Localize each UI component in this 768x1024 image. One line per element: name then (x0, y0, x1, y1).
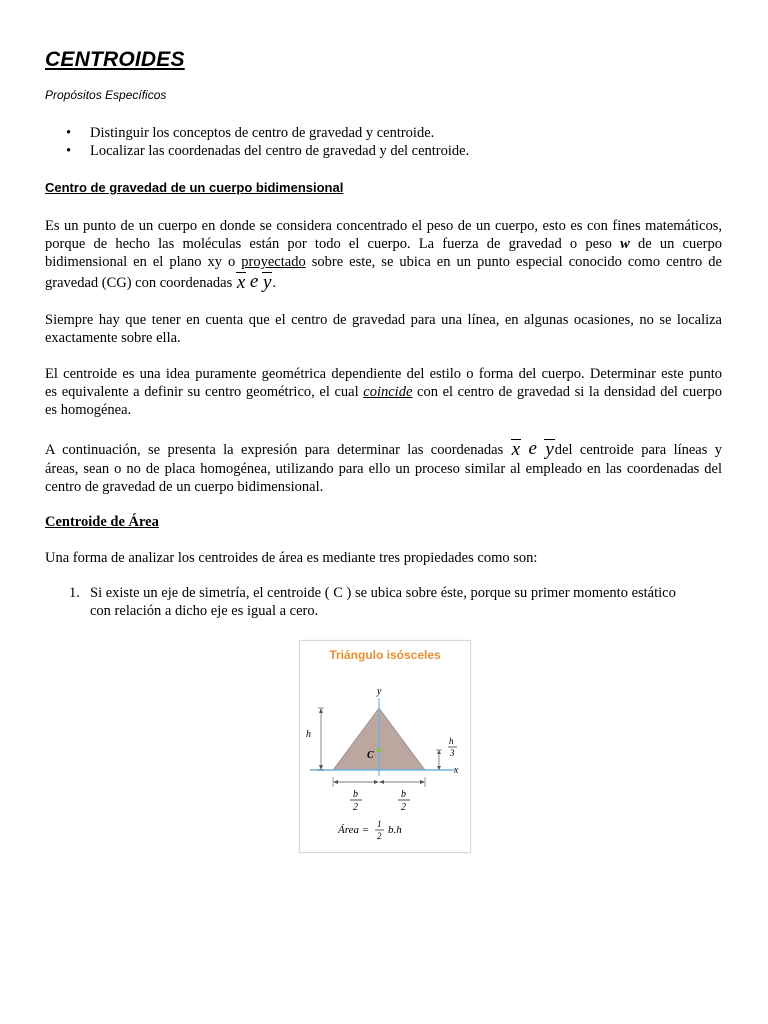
conjunction-e: e (528, 438, 537, 459)
paragraph-line-note (45, 311, 722, 347)
x-bar-symbol: x (511, 439, 521, 460)
paragraph-line (45, 438, 722, 460)
bullet-item: • Localizar las coordenadas del centro de gravedad y del centroide. (66, 142, 469, 160)
page-title: CENTROIDES (45, 48, 185, 71)
paragraph-line: Es un punto de un cuerpo en donde se considera concentrado el peso de un cuerpo, esto es con fines matemáticos, (45, 218, 722, 234)
bullet-item: • Distinguir los conceptos de centro de gravedad y centroide. (66, 124, 469, 142)
item-line: Si existe un eje de simetría, el centroide ( C ) se ubica sobre éste, porque su primer momento estático (90, 585, 676, 601)
half-base-denominator: 2 (353, 802, 358, 813)
text-run: del centroide para líneas y (554, 442, 723, 458)
paragraph-line: exactamente sobre ella. (45, 330, 181, 346)
x-axis-label: x (454, 765, 459, 776)
figure-title: Triángulo isósceles (329, 648, 441, 662)
section-heading-gravity: Centro de gravedad de un cuerpo bidimensional (45, 180, 344, 195)
text-run: sobre este, se ubica en un punto especial conocido como centro de (305, 254, 722, 270)
paragraph-line: El centroide es una idea puramente geométrica dependiente del estilo o forma del cuerpo. Determinar este punto (45, 366, 722, 382)
bullet-list (66, 124, 469, 160)
underlined-word: coincide (363, 384, 413, 400)
h3-numerator: h (449, 736, 454, 746)
paragraph-line: áreas, sean o no de placa homogénea, utilizando para ello un proceso similar al empleado en las coordenadas del (45, 461, 722, 477)
paragraph-gravity (45, 217, 722, 293)
paragraph-centroid (45, 365, 722, 419)
paragraph-line: centro de gravedad de un cuerpo bidimensional. (45, 479, 324, 495)
subtitle: Propósitos Específicos (45, 88, 167, 102)
height-label: h (306, 729, 311, 740)
half-base-numerator: b (353, 789, 358, 800)
item-line: con relación a dicho eje es igual a cero. (90, 603, 319, 619)
paragraph-line: Siempre hay que tener en cuenta que el centro de gravedad para una línea, en algunas ocasiones, no se localiza (45, 312, 722, 328)
text-run: . (272, 275, 277, 291)
y-bar-symbol: y (262, 272, 272, 293)
item-number: 1. (69, 585, 80, 601)
paragraph-line: es homogénea. (45, 402, 132, 418)
half-base-numerator: b (401, 789, 406, 800)
section-heading-area: Centroide de Área (45, 514, 159, 530)
x-bar-symbol: x (236, 272, 246, 293)
half-base-denominator: 2 (401, 802, 406, 813)
conjunction-e: e (249, 271, 259, 292)
paragraph-intro (45, 549, 722, 567)
h3-denominator: 3 (450, 748, 455, 758)
weight-symbol: w (620, 236, 630, 252)
paragraph-line (45, 235, 722, 253)
area-numerator: 1 (377, 819, 382, 829)
centroid-point (377, 748, 381, 752)
y-axis-label: y (377, 686, 382, 697)
text-run: bidimensional en el plano xy o (45, 254, 242, 270)
triangle-diagram (300, 641, 470, 852)
text-run: gravedad (CG) con coordenadas (45, 275, 236, 291)
text-run: A continuación, se presenta la expresión para determinar las coordenadas (45, 442, 511, 458)
text-run: porque de hecho las moléculas están por todo el cuerpo. La fuerza de gravedad o peso (45, 236, 621, 252)
text-run: es equivalente a definir su centro geométrico, el cual (45, 384, 364, 400)
text-run: de un cuerpo (629, 236, 723, 252)
text-run: con el centro de gravedad si la densidad del cuerpo (412, 384, 723, 400)
paragraph-line (45, 383, 722, 401)
underlined-word: proyectado (241, 254, 306, 270)
area-label: Área = (338, 824, 370, 836)
isosceles-triangle-figure (299, 640, 471, 853)
paragraph-expression (45, 438, 722, 496)
area-denominator: 2 (377, 831, 382, 841)
paragraph-line: Una forma de analizar los centroides de área es mediante tres propiedades como son: (45, 550, 538, 566)
area-expression: b.h (388, 824, 402, 836)
centroid-label: C (367, 750, 374, 761)
paragraph-line (45, 271, 722, 293)
paragraph-line (45, 253, 722, 271)
y-bar-symbol: y (545, 439, 554, 460)
